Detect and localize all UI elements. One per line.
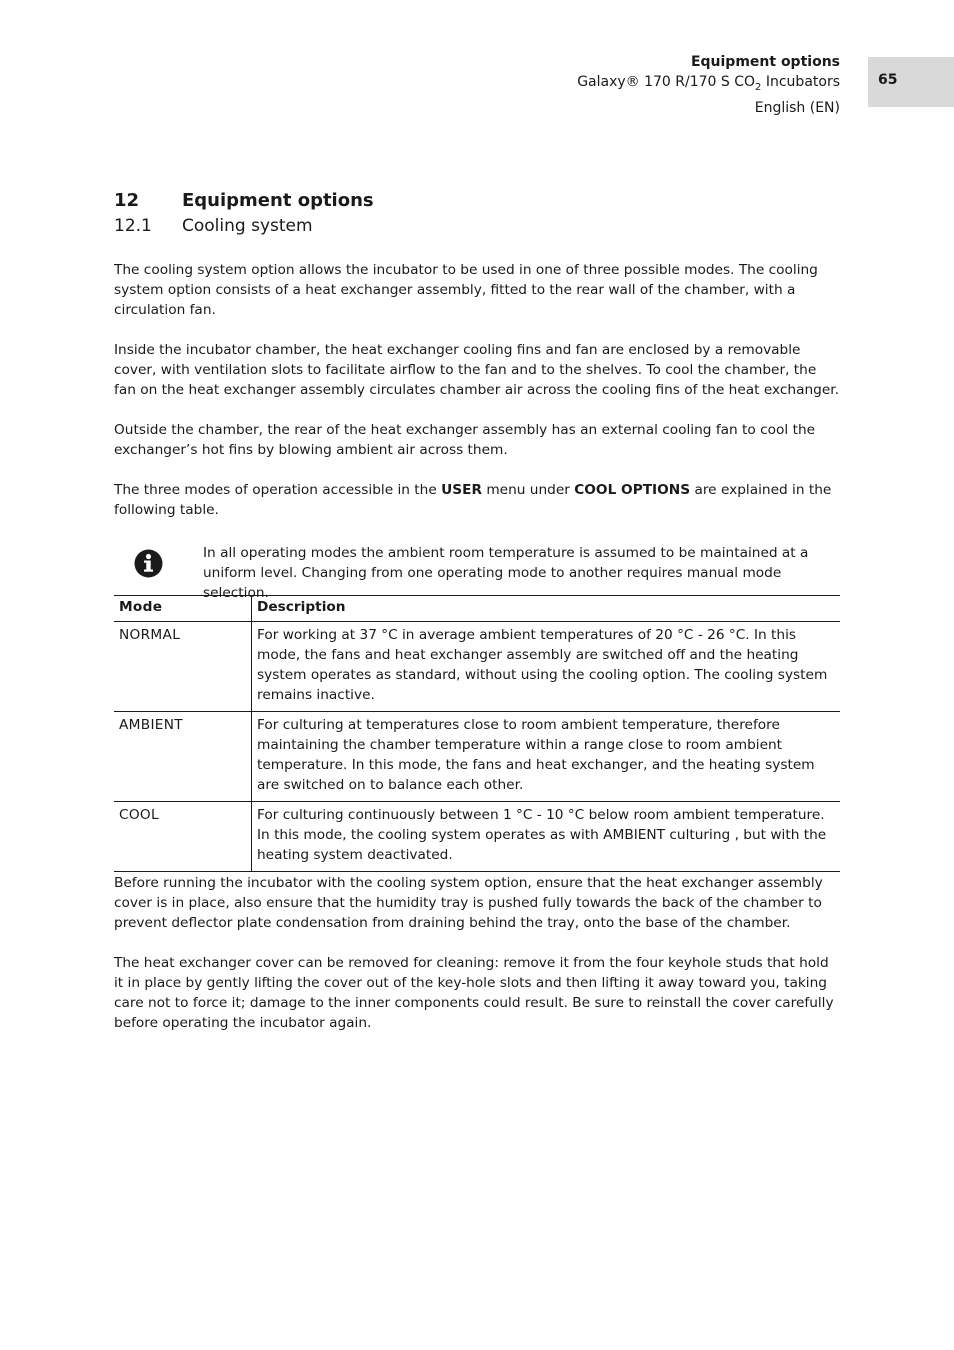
chapter-number: 12 bbox=[114, 190, 140, 211]
chapter-heading bbox=[114, 190, 374, 211]
paragraph-modes: The three modes of operation accessible in the USER menu under COOL OPTIONS are explained in the following table. bbox=[114, 482, 832, 518]
paragraph-outside: Outside the chamber, the rear of the heat exchanger assembly has an external cooling fan to cool the exchanger’s hot fins by blowing ambient air across them. bbox=[114, 422, 816, 458]
modes-table bbox=[114, 595, 840, 872]
table-row bbox=[114, 802, 840, 872]
mode-cell: AMBIENT bbox=[114, 712, 252, 802]
running-header bbox=[577, 52, 840, 118]
description-cell: For culturing at temperatures close to room ambient temperature, therefore maintaining the chamber temperature within a range close to room ambient temperature. In this mode, the fans and heat exchanger, and the heating system are switched on to balance each other. bbox=[257, 717, 815, 793]
header-description: Description bbox=[257, 599, 346, 615]
header-section: Equipment options bbox=[690, 54, 840, 70]
info-note bbox=[114, 543, 840, 601]
description-cell: For culturing continuously between 1 °C - 10 °C below room ambient temperature. In this mode, the cooling system operates as with AMBIENT culturing , but with the heating system deactivated. bbox=[257, 807, 827, 863]
paragraph-intro: The cooling system option allows the incubator to be used in one of three possible modes. The cooling system option consists of a heat exchanger assembly, fitted to the rear wall of the chamber, with a circulation fan. bbox=[114, 262, 818, 318]
note-text: In all operating modes the ambient room temperature is assumed to be maintained at a uniform level. Changing from one operating mode to another requires manual mode selection. bbox=[203, 545, 809, 601]
chapter-title: Equipment options bbox=[182, 190, 374, 211]
table-row bbox=[114, 712, 840, 802]
header-mode: Mode bbox=[114, 596, 252, 622]
table-header-row bbox=[114, 596, 840, 622]
page-number: 65 bbox=[868, 57, 954, 107]
table-row bbox=[114, 622, 840, 712]
header-language: English (EN) bbox=[754, 99, 840, 116]
paragraph-cleaning: The heat exchanger cover can be removed for cleaning: remove it from the four keyhole studs that hold it in place by gently lifting the cover out of the key-hole slots and then lifting it away toward you, taking care not to force it; damage to the inner components could result. Be sure to reinstall the cover carefully before operating the incubator again. bbox=[114, 955, 834, 1031]
cool-options-label: COOL OPTIONS bbox=[574, 482, 691, 498]
section-number: 12.1 bbox=[114, 216, 152, 236]
info-icon bbox=[134, 549, 163, 578]
mode-cell: NORMAL bbox=[114, 622, 252, 712]
section-heading bbox=[114, 216, 313, 236]
paragraph-before-running: Before running the incubator with the cooling system option, ensure that the heat exchanger assembly cover is in place, also ensure that the humidity tray is pushed fully towards the back of the chamber to prevent deflector plate condensation from draining behind the tray, onto the base of the chamber. bbox=[114, 875, 823, 931]
description-cell: For working at 37 °C in average ambient temperatures of 20 °C - 26 °C. In this mode, the fans and heat exchanger assembly are switched off and the heating system operates as standard, without using the cooling option. The cooling system remains inactive. bbox=[257, 627, 828, 703]
user-menu-label: USER bbox=[441, 482, 482, 498]
paragraph-inside: Inside the incubator chamber, the heat exchanger cooling fins and fan are enclosed by a removable cover, with ventilation slots to facilitate airflow to the fan and to the shelves. To cool the chamber, the fan on the heat exchanger assembly circulates chamber air across the cooling fins of the heat exchanger. bbox=[114, 342, 839, 398]
mode-cell: COOL bbox=[114, 802, 252, 872]
section-title: Cooling system bbox=[182, 216, 313, 236]
header-product: Galaxy® 170 R/170 S $CO_2$ Incubators bbox=[577, 74, 840, 93]
